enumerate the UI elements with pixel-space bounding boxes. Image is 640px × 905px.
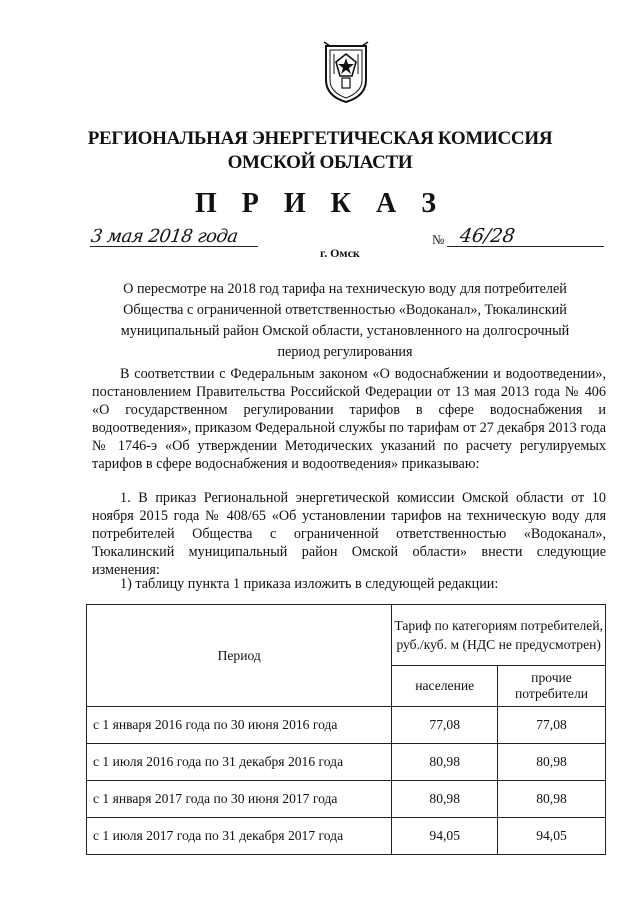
tariff-table xyxy=(86,604,606,855)
cell-period: с 1 января 2016 года по 30 июня 2016 года xyxy=(87,707,392,744)
document-title: П Р И К А З xyxy=(195,188,445,219)
date-underline xyxy=(90,246,258,247)
cell-period: с 1 января 2017 года по 30 июня 2017 года xyxy=(87,781,392,818)
cell-population: 80,98 xyxy=(392,744,498,781)
cell-other: 94,05 xyxy=(498,818,606,855)
table-row xyxy=(87,781,606,818)
cell-period: с 1 июля 2016 года по 31 декабря 2016 года xyxy=(87,744,392,781)
body-paragraph-2: 1. В приказ Региональной энергетической комиссии Омской области от 10 ноября 2015 года № 408/65 «Об установлении тарифов на техническую воду для потребителей Общества с ограниченной ответственностью «Водоканал», Тюкалинский муниципальный район Омской области» внести следующие изменения: xyxy=(92,490,606,578)
cell-other: 80,98 xyxy=(498,744,606,781)
cell-population: 80,98 xyxy=(392,781,498,818)
body-paragraph-3: 1) таблицу пункта 1 приказа изложить в следующей редакции: xyxy=(120,576,499,592)
table-row xyxy=(87,818,606,855)
city-label: г. Омск xyxy=(320,246,360,260)
cell-period: с 1 июля 2017 года по 31 декабря 2017 года xyxy=(87,818,392,855)
handwritten-number: 46/28 xyxy=(458,225,517,247)
body-paragraph-1: В соответствии с Федеральным законом «О водоснабжении и водоотведении», постановлением Правительства Российской Федерации от 13 мая 2013 года № 406 «О государственном регулировании тарифов в сфере водоснабжения и водоотведения», приказом Федеральной службы по тарифам от 27 декабря 2013 года № 1746-э «Об утверждении Методических указаний по расчету регулируемых тарифов в сфере водоснабжения и водоотведения» приказываю: xyxy=(92,366,606,472)
cell-other: 80,98 xyxy=(498,781,606,818)
coat-of-arms-icon xyxy=(322,40,370,104)
cell-other: 77,08 xyxy=(498,707,606,744)
header-population: население xyxy=(392,666,498,707)
org-name-line2: ОМСКОЙ ОБЛАСТИ xyxy=(227,152,413,173)
number-underline xyxy=(447,246,604,247)
order-subject: О пересмотре на 2018 год тарифа на техническую воду для потребителей Общества с ограниченной ответственностью «Водоканал», Тюкалинский муниципальный район Омской области, установленного на долгосрочный период регулирования xyxy=(120,281,570,360)
table-row xyxy=(87,744,606,781)
org-name-line1: РЕГИОНАЛЬНАЯ ЭНЕРГЕТИЧЕСКАЯ КОМИССИЯ xyxy=(87,128,553,149)
handwritten-date: 3 мая 2018 года xyxy=(89,226,240,247)
header-other-consumers: прочие потребители xyxy=(498,666,606,707)
header-period: Период xyxy=(87,605,392,707)
header-tariff: Тариф по категориям потребителей, руб./куб. м (НДС не предусмотрен) xyxy=(392,605,606,666)
cell-population: 94,05 xyxy=(392,818,498,855)
cell-population: 77,08 xyxy=(392,707,498,744)
table-row xyxy=(87,707,606,744)
number-label: № xyxy=(432,232,445,247)
